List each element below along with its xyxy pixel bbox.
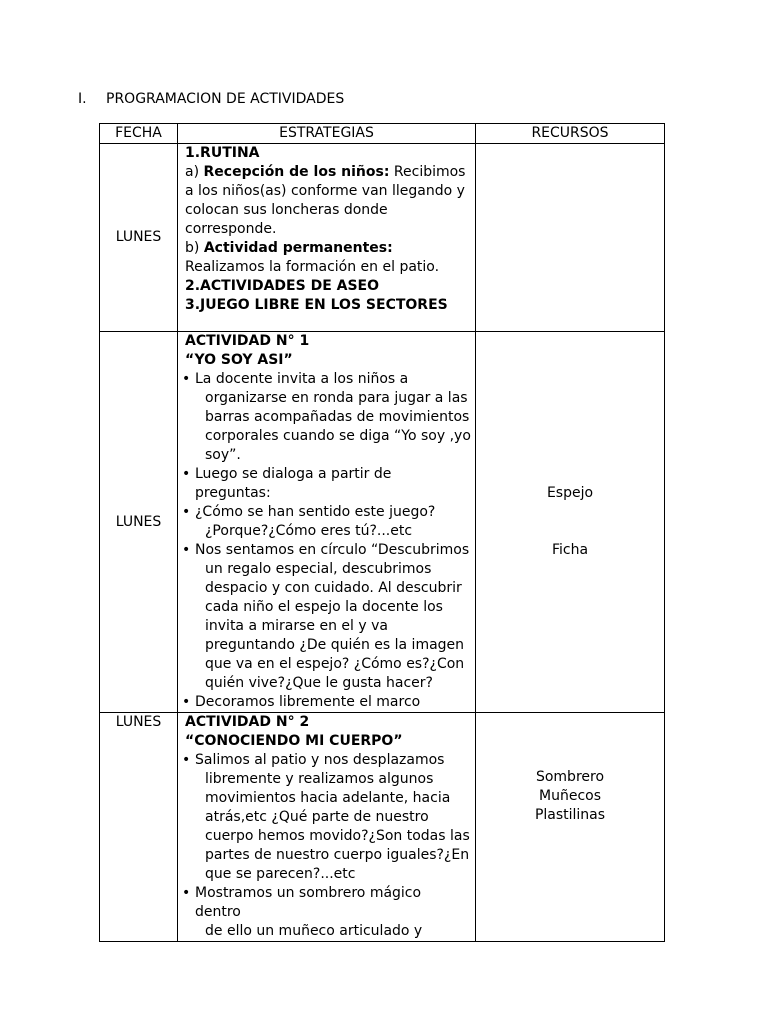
row1-day: LUNES	[100, 144, 178, 332]
bullet-rest: un regalo especial, descubrimos despacio y con cuidado. Al descubrir cada niño el espejo la docente los invita a mirarse en el y va preguntando ¿De quién es la imagen que va en el espejo? ¿Cómo es?¿Con quién vive?¿Que le gusta hacer?	[205, 561, 465, 691]
bullet-rest: de ello un muñeco articulado y	[205, 923, 423, 939]
a-text: Recibimos a los niños(as) conforme van llegando y colocan sus loncheras donde corresponde.	[185, 164, 466, 237]
list-item: • Decoramos libremente el marco	[185, 693, 471, 712]
juego-title: 3.JUEGO LIBRE EN LOS SECTORES	[185, 297, 448, 313]
rutina-title: 1.RUTINA	[185, 145, 260, 161]
bullet-first: Mostramos un sombrero mágico dentro	[195, 885, 422, 920]
section-title: PROGRAMACION DE ACTIVIDADES	[106, 91, 345, 107]
resource-munecos: Muñecos	[539, 788, 601, 804]
table-row	[100, 713, 665, 942]
a-bold: Recepción de los niños:	[203, 164, 390, 180]
activity-2-title: “CONOCIENDO MI CUERPO”	[185, 733, 403, 749]
b-bold: Actividad permanentes:	[203, 240, 393, 256]
section-heading	[78, 90, 344, 109]
activity-1-list	[182, 370, 471, 712]
row2-resources	[476, 332, 665, 713]
resource-sombrero: Sombrero	[535, 769, 605, 785]
table-row	[100, 144, 665, 332]
resource-plastilinas: Plastilinas	[534, 807, 606, 823]
b-text: Realizamos la formación en el patio.	[185, 259, 440, 275]
row3-resources	[476, 713, 665, 942]
bullet-rest: libremente y realizamos algunos movimientos hacia adelante, hacia atrás,etc ¿Qué parte de nuestro cuerpo hemos movido?¿Son todas las partes de nuestro cuerpo iguales?¿En que se parecen?...etc	[205, 771, 470, 882]
resource-ficha: Ficha	[551, 542, 589, 558]
bullet-first: Decoramos libremente el marco	[195, 694, 421, 710]
row3-day: LUNES	[100, 713, 178, 942]
header-estrategias: ESTRATEGIAS	[178, 124, 476, 144]
list-item: • Luego se dialoga a partir de preguntas:	[185, 465, 471, 503]
activities-table	[99, 123, 665, 942]
row1-resources	[476, 144, 665, 332]
header-recursos: RECURSOS	[476, 124, 665, 144]
activity-2-number: ACTIVIDAD N° 2	[185, 714, 310, 730]
row1-strategies	[178, 144, 476, 332]
bullet-first: Nos sentamos en círculo “Descubrimos	[195, 542, 470, 558]
b-prefix: b)	[185, 240, 204, 256]
list-item: • Salimos al patio y nos desplazamos libremente y realizamos algunos movimientos hacia adelante, hacia atrás,etc ¿Qué parte de nuestro cuerpo hemos movido?¿Son todas las partes de nuestro cuerpo iguales?¿En que se parecen?...etc	[182, 752, 470, 882]
table-header-row	[100, 124, 665, 144]
table-row	[100, 332, 665, 713]
a-prefix: a)	[185, 164, 204, 180]
bullet-first: Salimos al patio y nos desplazamos	[195, 752, 445, 768]
activity-1-title: “YO SOY ASI”	[185, 352, 293, 368]
bullet-first: La docente invita a los niños a	[195, 371, 409, 387]
activity-2-list	[182, 751, 471, 941]
activity-1-number: ACTIVIDAD N° 1	[185, 333, 310, 349]
aseo-title: 2.ACTIVIDADES DE ASEO	[185, 278, 380, 294]
section-number: I.	[78, 91, 87, 107]
bullet-rest: ¿Porque?¿Cómo eres tú?...etc	[205, 523, 413, 539]
list-item: • La docente invita a los niños a organizarse en ronda para jugar a las barras acompañadas de movimientos corporales cuando se diga “Yo soy ,yo soy”.	[182, 371, 471, 463]
list-item: • Mostramos un sombrero mágico dentro de ello un muñeco articulado y	[185, 884, 471, 941]
rutina-b	[185, 239, 471, 258]
bullet-first: Luego se dialoga a partir de preguntas:	[195, 466, 392, 501]
bullet-rest: organizarse en ronda para jugar a las barras acompañadas de movimientos corporales cuando se diga “Yo soy ,yo soy”.	[205, 390, 471, 463]
row3-strategies	[178, 713, 476, 942]
list-item: • ¿Cómo se han sentido este juego? ¿Porque?¿Cómo eres tú?...etc	[185, 503, 471, 541]
rutina-a	[185, 163, 471, 239]
bullet-first: ¿Cómo se han sentido este juego?	[195, 504, 436, 520]
list-item: • Nos sentamos en círculo “Descubrimos un regalo especial, descubrimos despacio y con cuidado. Al descubrir cada niño el espejo la docente los invita a mirarse en el y va preguntando ¿De quién es la imagen que va en el espejo? ¿Cómo es?¿Con quién vive?¿Que le gusta hacer?	[182, 542, 470, 691]
row2-strategies	[178, 332, 476, 713]
header-fecha: FECHA	[100, 124, 178, 144]
row2-day: LUNES	[100, 332, 178, 713]
resource-espejo: Espejo	[546, 485, 594, 501]
